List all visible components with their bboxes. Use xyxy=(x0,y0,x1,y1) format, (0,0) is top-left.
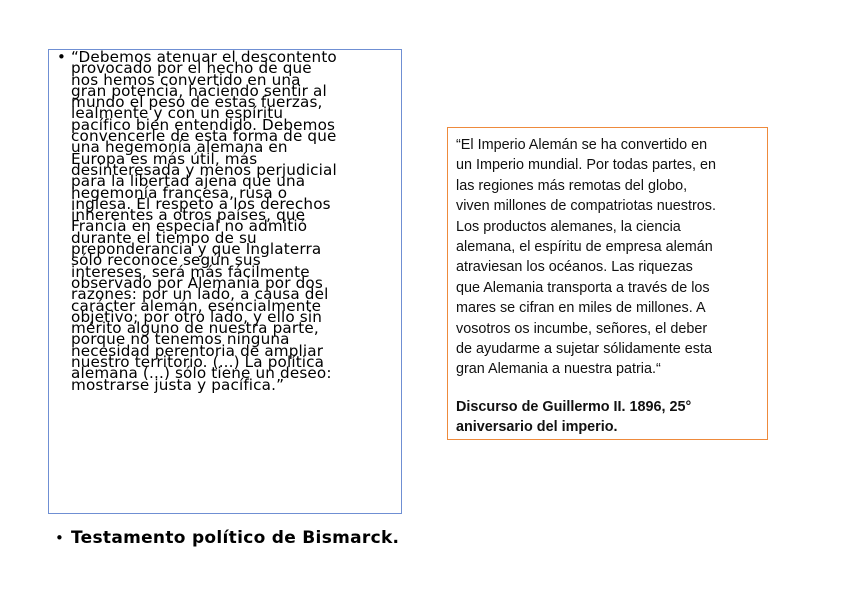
bismarck-attribution-text: Testamento político de Bismarck. xyxy=(71,528,400,548)
guillermo-quote-box xyxy=(447,127,768,440)
bullet-icon: • xyxy=(55,529,65,547)
bismarck-quote-text: “Debemos atenuar el descontento provocado por el hecho de que nos hemos convertido en una gran potencia, haciendo sentir al mundo el peso de estas fuerzas, lealmente y con un espíritu pacífico bien entendido. Debemos convencerle de esta forma de que una hegemonía alemana en Europa es más útil, más desinteresada y menos perjudicial para la libertad ajena que una hegemonía francesa, rusa o inglesa. El respeto a los derechos inherentes a otros países, que Francia en especial no admitió durante el tiempo de su preponderancia y que Inglaterra sólo reconoce según sus intereses, será más fácilmente observado por Alemania por dos razones: por un lado, a causa del carácter alemán, esencialmente objetivo; por otro lado, y ello sin mérito alguno de nuestra parte, porque no tenemos ninguna necesidad perentoria de ampliar nuestro territorio. (...) La política alemana (...) sólo tiene un deseo: mostrarse justa y pacífica.” xyxy=(71,48,337,394)
bismarck-quote-box xyxy=(48,49,402,514)
bullet-icon: • xyxy=(57,48,66,66)
guillermo-quote-text: “El Imperio Alemán se ha convertido en un Imperio mundial. Por todas partes, en las regiones más remotas del globo, viven millones de compatriotas nuestros. Los productos alemanes, la ciencia alemana, el espíritu de empresa alemán atraviesan los océanos. Las riquezas que Alemania transporta a través de los mares se cifran en miles de millones. A vosotros os incumbe, señores, el deber de ayudarme a sujetar sólidamente esta gran Alemania a nuestra patria.“ xyxy=(456,137,716,378)
guillermo-attribution: Discurso de Guillermo II. 1896, 25° aniversario del imperio. xyxy=(456,398,692,436)
bismarck-attribution xyxy=(55,528,399,548)
bismarck-quote xyxy=(57,48,391,394)
